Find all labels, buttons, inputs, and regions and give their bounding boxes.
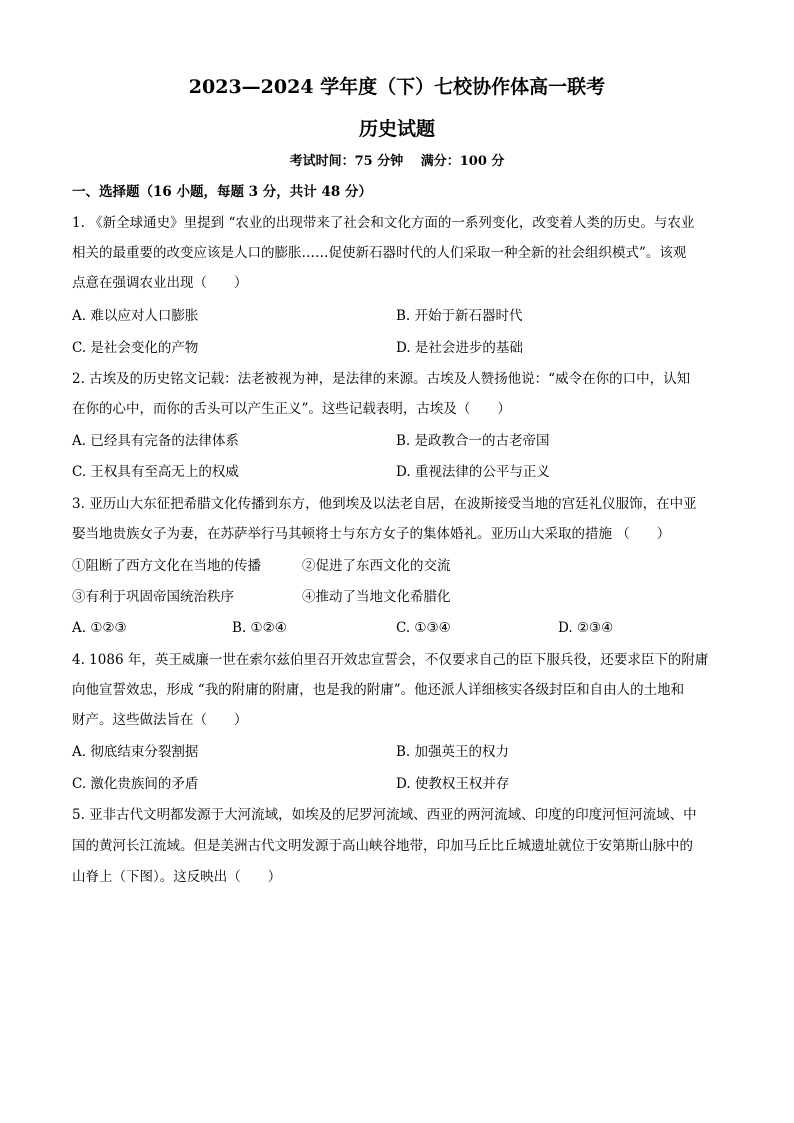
q1-line-2: 相关的最重要的改变应该是人口的膨胀……促使新石器时代的人们采取一种全新的社会组织模式”。该观 bbox=[72, 245, 687, 261]
q1-option-d: D. 是社会进步的基础 bbox=[396, 340, 523, 356]
q1-option-b: B. 开始于新石器时代 bbox=[396, 308, 523, 324]
q3-option-b: B. ①②④ bbox=[232, 620, 287, 636]
q3-item-3: ③有利于巩固帝国统治秩序 bbox=[72, 589, 234, 605]
q3-option-c: C. ①③④ bbox=[396, 620, 451, 636]
q2-option-d: D. 重视法律的公平与正义 bbox=[396, 464, 550, 480]
q5-line-1: 5. 亚非古代文明都发源于大河流域，如埃及的尼罗河流域、西亚的两河流域、印度的印度河恒河流域、中 bbox=[72, 807, 697, 823]
q3-line-1: 3. 亚历山大东征把希腊文化传播到东方，他到埃及以法老自居，在波斯接受当地的宫廷礼仪服饰，在中亚 bbox=[72, 496, 697, 512]
q3-item-4: ④推动了当地文化希腊化 bbox=[302, 589, 451, 605]
q4-option-b: B. 加强英王的权力 bbox=[396, 744, 510, 760]
q4-line-1: 4. 1086 年，英王威廉一世在索尔兹伯里召开效忠宣誓会，不仅要求自己的臣下服兵役，还要求臣下的附庸 bbox=[72, 652, 709, 668]
q2-option-b: B. 是政教合一的古老帝国 bbox=[396, 433, 550, 449]
q4-line-3: 财产。这些做法旨在（ ） bbox=[72, 712, 248, 728]
section-heading: 一、选择题（16 小题，每题 3 分，共计 48 分） bbox=[72, 184, 372, 200]
q3-option-d: D. ②③④ bbox=[558, 620, 614, 636]
exam-subject: 历史试题 bbox=[358, 118, 435, 140]
q1-option-c: C. 是社会变化的产物 bbox=[72, 340, 199, 356]
q1-line-1: 1. 《新全球通史》里提到 “农业的出现带来了社会和文化方面的一系列变化，改变着人类的历史。与农业 bbox=[72, 215, 695, 231]
q4-option-c: C. 激化贵族间的矛盾 bbox=[72, 776, 199, 792]
q2-option-c: C. 王权具有至高无上的权威 bbox=[72, 464, 239, 480]
q5-line-3: 山脊上（下图）。这反映出（ ） bbox=[72, 869, 282, 885]
q5-line-2: 国的黄河长江流域。但是美洲古代文明发源于高山峡谷地带，印加马丘比丘城遗址就位于安第斯山脉中的 bbox=[72, 838, 693, 854]
q4-line-2: 向他宣誓效忠，形成 “我的附庸的附庸，也是我的附庸”。他还派人详细核实各级封臣和自由人的土地和 bbox=[72, 682, 685, 698]
exam-info: 考试时间：75 分钟 满分：100 分 bbox=[289, 154, 505, 169]
q1-line-3: 点意在强调农业出现（ ） bbox=[72, 275, 248, 291]
q3-item-1: ①阻断了西方文化在当地的传播 bbox=[72, 558, 261, 574]
q4-option-d: D. 使教权王权并存 bbox=[396, 776, 510, 792]
q4-option-a: A. 彻底结束分裂割据 bbox=[72, 744, 199, 760]
q2-line-1: 2. 古埃及的历史铭文记载：法老被视为神，是法律的来源。古埃及人赞扬他说：“威令在你的口中，认知 bbox=[72, 371, 691, 387]
q3-option-a: A. ①②③ bbox=[72, 620, 127, 636]
q1-option-a: A. 难以应对人口膨胀 bbox=[72, 308, 199, 324]
q3-line-2: 娶当地贵族女子为妻，在苏萨举行马其顿将士与东方女子的集体婚礼。亚历山大采取的措施 （ ） bbox=[72, 526, 671, 542]
q3-item-2: ②促进了东西文化的交流 bbox=[302, 558, 451, 574]
exam-title: 2023—2024 学年度（下）七校协作体高一联考 bbox=[188, 76, 606, 98]
q2-line-2: 在你的心中，而你的舌头可以产生正义”。这些记载表明，古埃及（ ） bbox=[72, 401, 511, 417]
q2-option-a: A. 已经具有完备的法律体系 bbox=[72, 433, 239, 449]
